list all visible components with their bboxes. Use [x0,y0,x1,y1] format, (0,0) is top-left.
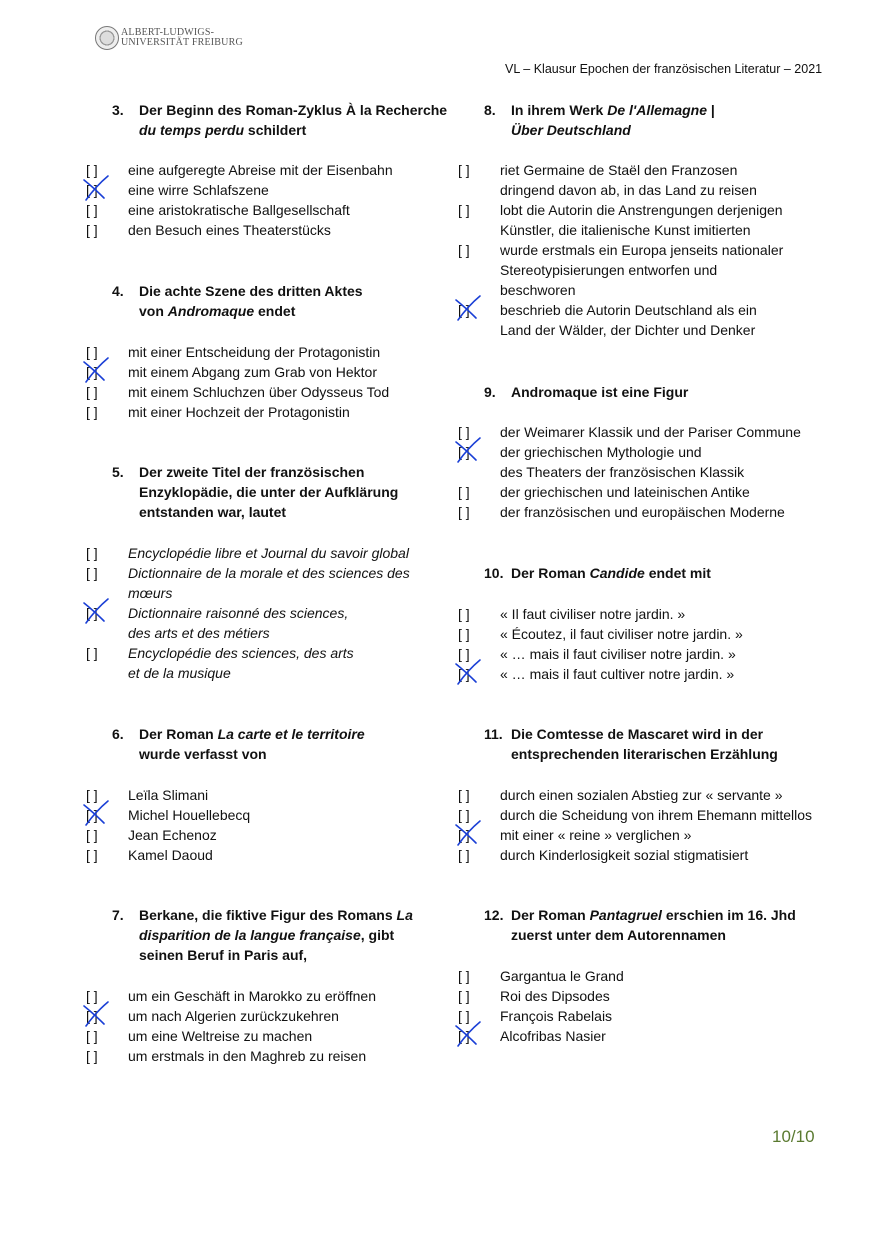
checkbox[interactable]: [ ] [86,787,98,803]
option-line: Michel Houellebecq [128,807,251,823]
checkbox[interactable]: [ ] [458,847,470,863]
option-text [500,805,830,825]
option-text [500,966,830,986]
question-number: 12. [484,907,504,923]
checkbox[interactable]: [ ] [86,807,98,823]
option-line: Stereotypisierungen entworfen und [500,262,718,278]
option-text [500,785,830,805]
option-text [500,422,830,442]
option-line: « Il faut civiliser notre jardin. » [500,606,686,622]
option-line: Roi des Dipsodes [500,988,610,1004]
option-line: durch einen sozialen Abstieg zur « servante » [500,787,783,803]
option-line: Leïla Slimani [128,787,209,803]
checkbox[interactable]: [ ] [86,988,98,1004]
option-text [500,664,830,684]
checkbox[interactable]: [ ] [458,988,470,1004]
option-line: eine aufgeregte Abreise mit der Eisenbahn [128,162,393,178]
option-text [128,362,458,382]
checkbox[interactable]: [ ] [458,424,470,440]
question-line: zuerst unter dem Autorennamen [511,927,726,943]
question-number: 11. [484,726,503,742]
question-line: Der Beginn des Roman-Zyklus À la Recherche [139,102,448,118]
option-line: durch Kinderlosigkeit sozial stigmatisiert [500,847,749,863]
logo-line-1: ALBERT-LUDWIGS- [121,27,215,38]
question-number: 9. [484,384,496,400]
checkbox[interactable]: [ ] [86,162,98,178]
option-text [500,442,830,482]
option-line: François Rabelais [500,1008,613,1024]
question-line: In ihrem Werk De l'Allemagne | [511,102,715,118]
checkbox[interactable]: [ ] [458,302,470,318]
handwritten-cross-mark [452,436,492,466]
handwritten-cross-mark [452,658,492,688]
option-line: lobt die Autorin die Anstrengungen derjenigen [500,202,783,218]
option-text [128,1046,458,1066]
question-line: entstanden war, lautet [139,504,287,520]
option-line: mit einem Schluchzen über Odysseus Tod [128,384,390,400]
option-text [128,543,458,563]
question-number: 3. [112,102,124,118]
option-line: mit einer « reine » verglichen » [500,827,692,843]
checkbox[interactable]: [ ] [86,364,98,380]
question-text [511,563,821,583]
option-text [128,402,458,422]
checkbox[interactable]: [ ] [86,847,98,863]
option-line: Dictionnaire de la morale et des sciences des [128,565,410,581]
option-text [500,200,830,240]
logo-line-2: UNIVERSITÄT FREIBURG [121,37,243,48]
checkbox[interactable]: [ ] [458,646,470,662]
option-text [128,825,458,845]
question-line: disparition de la langue française, gibt [139,927,395,943]
question-line: Die achte Szene des dritten Aktes [139,283,363,299]
option-text [500,604,830,624]
handwritten-cross-mark [80,597,120,627]
option-text [500,845,830,865]
question-line: Der zweite Titel der französischen [139,464,365,480]
option-line: eine aristokratische Ballgesellschaft [128,202,350,218]
checkbox[interactable]: [ ] [86,182,98,198]
checkbox[interactable]: [ ] [458,242,470,258]
option-text [128,603,458,643]
question-number: 4. [112,283,124,299]
option-text [128,785,458,805]
option-line: mit einem Abgang zum Grab von Hektor [128,364,378,380]
option-line: « … mais il faut civiliser notre jardin. » [500,646,736,662]
option-text [500,240,830,300]
option-line: Dictionnaire raisonné des sciences, [128,605,349,621]
checkbox[interactable]: [ ] [86,404,98,420]
checkbox[interactable]: [ ] [86,827,98,843]
option-line: Land der Wälder, der Dichter und Denker [500,322,756,338]
option-line: wurde erstmals ein Europa jenseits nationaler [500,242,784,258]
option-line: um nach Algerien zurückzukehren [128,1008,339,1024]
checkbox[interactable]: [ ] [86,344,98,360]
option-text [128,845,458,865]
checkbox[interactable]: [ ] [86,1028,98,1044]
checkbox[interactable]: [ ] [86,1008,98,1024]
checkbox[interactable]: [ ] [458,968,470,984]
option-text [500,644,830,664]
option-line: Alcofribas Nasier [500,1028,606,1044]
question-number: 6. [112,726,124,742]
option-text [128,986,458,1006]
question-line: von Andromaque endet [139,303,296,319]
option-line: riet Germaine de Staël den Franzosen [500,162,738,178]
question-line: du temps perdu schildert [139,122,307,138]
option-line: um eine Weltreise zu machen [128,1028,313,1044]
question-text [139,281,449,321]
question-text [139,724,449,764]
option-line: des Theaters der französischen Klassik [500,464,745,480]
option-text [500,1006,830,1026]
question-number: 7. [112,907,124,923]
option-line: um erstmals in den Maghreb zu reisen [128,1048,367,1064]
checkbox[interactable]: [ ] [458,787,470,803]
option-text [128,382,458,402]
option-line: « … mais il faut cultiver notre jardin. » [500,666,735,682]
option-text [128,160,458,180]
question-text [139,905,449,965]
question-line: Andromaque ist eine Figur [511,384,689,400]
handwritten-cross-mark [452,294,492,324]
checkbox[interactable]: [ ] [458,666,470,682]
option-line: Encyclopédie des sciences, des arts [128,645,354,661]
option-line: durch die Scheidung von ihrem Ehemann mittellos [500,807,813,823]
checkbox[interactable]: [ ] [458,504,470,520]
question-line: Die Comtesse de Mascaret wird in der [511,726,764,742]
option-line: der Weimarer Klassik und der Pariser Commune [500,424,801,440]
checkbox[interactable]: [ ] [458,807,470,823]
checkbox[interactable]: [ ] [86,565,98,581]
checkbox[interactable]: [ ] [86,1048,98,1064]
option-line: mit einer Hochzeit der Protagonistin [128,404,350,420]
option-text [500,502,830,522]
checkbox[interactable]: [ ] [458,444,470,460]
checkbox[interactable]: [ ] [86,222,98,238]
option-text [128,805,458,825]
checkbox[interactable]: [ ] [458,162,470,178]
question-line: Berkane, die fiktive Figur des Romans La [139,907,413,923]
question-line: Der Roman La carte et le territoire [139,726,365,742]
question-number: 5. [112,464,124,480]
option-line: beschrieb die Autorin Deutschland als ein [500,302,757,318]
question-number: 10. [484,565,504,581]
option-text [500,624,830,644]
checkbox[interactable]: [ ] [458,626,470,642]
page-number: 10/10 [772,1127,815,1146]
handwritten-cross-mark [452,1020,492,1050]
checkbox[interactable]: [ ] [86,605,98,621]
option-line: « Écoutez, il faut civiliser notre jardin. » [500,626,743,642]
question-text [511,100,821,140]
question-text [511,724,821,764]
option-text [128,1006,458,1026]
checkbox[interactable]: [ ] [86,384,98,400]
option-line: der griechischen und lateinischen Antike [500,484,750,500]
option-text [128,180,458,200]
option-text [500,160,830,200]
question-line: Über Deutschland [511,122,631,138]
checkbox[interactable]: [ ] [458,484,470,500]
question-text [511,382,821,402]
option-line: dringend davon ab, in das Land zu reisen [500,182,757,198]
option-line: et de la musique [128,665,231,681]
question-line: Der Roman Pantagruel erschien im 16. Jhd [511,907,796,923]
question-text [139,100,449,140]
checkbox[interactable]: [ ] [458,1028,470,1044]
option-text [128,342,458,362]
checkbox[interactable]: [ ] [458,1008,470,1024]
option-line: mit einer Entscheidung der Protagonistin [128,344,381,360]
option-line: Gargantua le Grand [500,968,624,984]
option-line: Kamel Daoud [128,847,213,863]
option-line: des arts et des métiers [128,625,270,641]
checkbox[interactable]: [ ] [458,606,470,622]
checkbox[interactable]: [ ] [86,545,98,561]
question-line: entsprechenden literarischen Erzählung [511,746,778,762]
option-line: eine wirre Schlafszene [128,182,269,198]
checkbox[interactable]: [ ] [86,202,98,218]
question-line: seinen Beruf in Paris auf, [139,947,308,963]
option-line: beschworen [500,282,576,298]
option-text [128,220,458,240]
question-number: 8. [484,102,496,118]
question-text [511,905,821,945]
option-text [128,1026,458,1046]
option-line: Encyclopédie libre et Journal du savoir global [128,545,409,561]
option-text [500,482,830,502]
question-line: Enzyklopädie, die unter der Aufklärung [139,484,399,500]
question-text [139,462,449,522]
option-line: mœurs [128,585,173,601]
option-text [500,825,830,845]
option-text [500,986,830,1006]
page-header: VL – Klausur Epochen der französischen Literatur – 2021 [505,62,823,76]
checkbox[interactable]: [ ] [86,645,98,661]
option-line: der französischen und europäischen Moderne [500,504,785,520]
question-line: wurde verfasst von [139,746,267,762]
option-line: den Besuch eines Theaterstücks [128,222,331,238]
option-line: der griechischen Mythologie und [500,444,702,460]
question-line: Der Roman Candide endet mit [511,565,711,581]
university-logo [95,26,243,50]
option-line: Künstler, die italienische Kunst imitierten [500,222,751,238]
option-line: um ein Geschäft in Marokko zu eröffnen [128,988,376,1004]
option-text [128,200,458,220]
option-line: Jean Echenoz [128,827,217,843]
checkbox[interactable]: [ ] [458,202,470,218]
option-text [128,643,458,683]
option-text [500,1026,830,1046]
university-seal-icon [95,26,119,50]
checkbox[interactable]: [ ] [458,827,470,843]
option-text [128,563,458,603]
option-text [500,300,830,340]
